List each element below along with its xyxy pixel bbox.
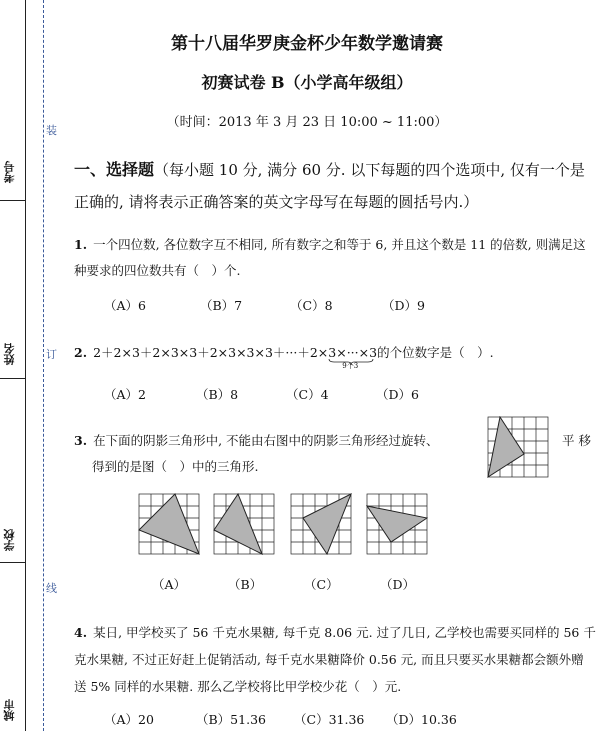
expression-start: 2＋2×3＋2×3×3＋2×3×3×3＋···＋2× bbox=[93, 345, 329, 360]
option-b[interactable]: （B）8 bbox=[196, 387, 239, 402]
option-c[interactable]: （C）4 bbox=[286, 387, 329, 402]
figure-a[interactable] bbox=[138, 493, 200, 555]
question-number: 3. bbox=[74, 433, 88, 448]
label-name: 姓名 bbox=[3, 343, 16, 365]
question-1 bbox=[74, 232, 598, 284]
figure-d[interactable] bbox=[366, 493, 428, 555]
margin-tick bbox=[0, 378, 26, 379]
underbrace-group bbox=[328, 340, 378, 370]
question-number: 2. bbox=[74, 345, 88, 360]
underbrace-text: 3×···×3 bbox=[328, 345, 378, 360]
option-a[interactable]: （A） bbox=[152, 577, 187, 592]
triangle-d bbox=[367, 506, 427, 542]
reference-triangle bbox=[488, 417, 524, 477]
option-a[interactable]: （A）2 bbox=[104, 387, 146, 402]
section-choice bbox=[74, 154, 594, 218]
reference-figure bbox=[487, 416, 549, 478]
exam-time: （时间：2013 年 3 月 23 日 10:00 ~ 11:00） bbox=[166, 115, 448, 130]
option-d[interactable]: （D）6 bbox=[376, 387, 419, 402]
label-city: 城市 bbox=[3, 699, 16, 721]
question-text: 一个四位数, 各位数字互不相同, 所有数字之和等于 6, 并且这个数是 11 的倍数, 则满足这种要求的四位数共有（ ）个. bbox=[74, 237, 586, 278]
question-number: 4. bbox=[74, 625, 88, 640]
question-3-tail: 平 移 bbox=[562, 433, 591, 448]
option-d[interactable]: （D）9 bbox=[382, 298, 425, 313]
option-a[interactable]: （A）6 bbox=[104, 298, 146, 313]
question-text-line1: 在下面的阴影三角形中, 不能由右图中的阴影三角形经过旋转、 bbox=[93, 433, 439, 448]
option-c[interactable]: （C） bbox=[304, 577, 339, 592]
exam-subtitle: 初赛试卷 B（小学高年级组） bbox=[201, 73, 413, 92]
question-text: 某日, 甲学校买了 56 千克水果糖, 每千克 8.06 元. 过了几日, 乙学校也需要买同样的 56 千克水果糖, 不过正好赶上促销活动, 每千克水果糖降价 0.56 元, 而且只要买水果糖都会额外赠送 5% 同样的水果糖. 那么乙学校将比甲学校少花（ ）元. bbox=[74, 625, 596, 694]
option-b[interactable]: （B）51.36 bbox=[196, 712, 266, 727]
question-4 bbox=[74, 619, 596, 700]
question-3 bbox=[74, 428, 474, 480]
margin-tick bbox=[0, 562, 26, 563]
option-a[interactable]: （A）20 bbox=[104, 712, 154, 727]
option-b[interactable]: （B）7 bbox=[200, 298, 243, 313]
margin-tick bbox=[0, 200, 26, 201]
question-text-line2: 得到的是图（ ）中的三角形. bbox=[92, 459, 259, 474]
underbrace-label: 9个3 bbox=[342, 362, 359, 370]
section-heading: 一、选择题 bbox=[74, 160, 155, 179]
option-d[interactable]: （D） bbox=[380, 577, 416, 592]
section-instructions: （每小题 10 分, 满分 60 分. 以下每题的四个选项中, 仅有一个是正确的, 请将表示正确答案的英文字母写在每题的圆括号内.） bbox=[74, 161, 585, 211]
bind-mark-xian: 线 bbox=[46, 582, 57, 595]
question-number: 1. bbox=[74, 237, 88, 252]
figure-c[interactable] bbox=[290, 493, 352, 555]
expression-end: 的个位数字是（ ）. bbox=[377, 345, 494, 360]
margin-rule bbox=[25, 0, 26, 731]
option-b[interactable]: （B） bbox=[228, 577, 263, 592]
binding-line bbox=[43, 0, 44, 731]
option-c[interactable]: （C）31.36 bbox=[294, 712, 365, 727]
label-school: 学校 bbox=[3, 529, 16, 551]
exam-title: 第十八届华罗庚金杯少年数学邀请赛 bbox=[171, 34, 443, 54]
figure-b[interactable] bbox=[213, 493, 275, 555]
label-exam-number: 考号 bbox=[3, 161, 16, 183]
option-c[interactable]: （C）8 bbox=[290, 298, 333, 313]
option-d[interactable]: （D）10.36 bbox=[386, 712, 457, 727]
question-2 bbox=[74, 340, 598, 370]
bind-mark-ding: 订 bbox=[46, 348, 57, 361]
bind-mark-zhuang: 装 bbox=[46, 124, 57, 137]
triangle-a bbox=[139, 494, 199, 554]
